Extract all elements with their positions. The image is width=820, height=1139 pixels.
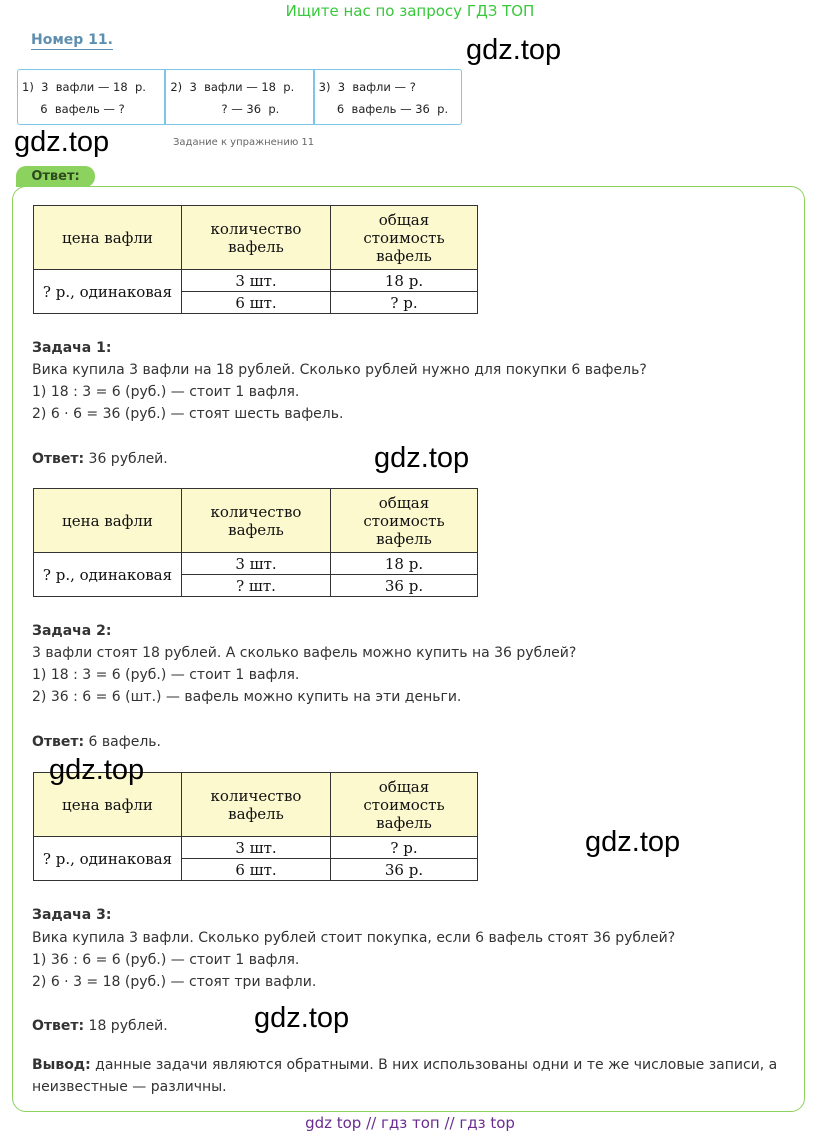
search-banner: Ищите нас по запросу ГДЗ ТОП: [285, 2, 535, 20]
header-quantity: количество вафель: [182, 206, 331, 270]
condition-line: 2) 3 вафли — 18 р.: [170, 80, 295, 94]
watermark: gdz.top: [466, 34, 562, 66]
condition-line: 3) 3 вафли — ?: [318, 80, 416, 94]
watermark: gdz.top: [49, 754, 145, 786]
price-cell: ? р., одинаковая: [34, 553, 182, 597]
solution-step: 2) 6 · 3 = 18 (руб.) — стоят три вафли.: [32, 974, 317, 990]
watermark: gdz.top: [585, 826, 681, 858]
solution-step: 2) 36 : 6 = 6 (шт.) — вафель можно купить на эти деньги.: [32, 689, 462, 705]
condition-2: [166, 70, 314, 124]
figure-caption: Задание к упражнению 11: [173, 137, 315, 148]
quantity-cell: 6 шт.: [182, 859, 331, 881]
quantity-cell: 3 шт.: [182, 553, 331, 575]
problem-table-1: [33, 205, 478, 314]
task-answer: Ответ: 18 рублей.: [32, 1018, 168, 1034]
task-title: Задача 1:: [32, 340, 112, 356]
header-price: цена вафли: [34, 489, 182, 553]
conclusion-line: неизвестные — различны.: [32, 1079, 227, 1095]
watermark: gdz.top: [254, 1002, 350, 1034]
solution-step: 2) 6 · 6 = 36 (руб.) — стоят шесть вафель.: [32, 406, 344, 422]
total-cell: 18 р.: [331, 553, 478, 575]
task-answer: Ответ: 6 вафель.: [32, 734, 161, 750]
watermark: gdz.top: [14, 126, 110, 158]
condition-line: 6 вафель — 36 р.: [318, 102, 449, 116]
answer-tab: Ответ:: [16, 166, 95, 187]
header-total: общая стоимость вафель: [331, 489, 478, 553]
problem-table-3: [33, 772, 478, 881]
task-text: Вика купила 3 вафли. Сколько рублей стоит покупка, если 6 вафель стоят 36 рублей?: [32, 930, 676, 946]
conclusion: Вывод: данные задачи являются обратными. В них использованы одни и те же числовые записи, а: [32, 1057, 778, 1073]
quantity-cell: ? шт.: [182, 575, 331, 597]
quantity-cell: 3 шт.: [182, 270, 331, 292]
task-title: Задача 2:: [32, 623, 112, 639]
condition-line: 1) 3 вафли — 18 р.: [22, 80, 146, 94]
condition-line: 6 вафель — ?: [22, 102, 125, 116]
task-title: Задача 3:: [32, 907, 112, 923]
price-cell: ? р., одинаковая: [34, 270, 182, 314]
header-price: цена вафли: [34, 206, 182, 270]
problem-table-2: [33, 488, 478, 597]
conditions-box: [17, 69, 462, 125]
price-cell: ? р., одинаковая: [34, 837, 182, 881]
solution-step: 1) 36 : 6 = 6 (руб.) — стоит 1 вафля.: [32, 952, 300, 968]
header-total: общая стоимость вафель: [331, 206, 478, 270]
condition-line: ? — 36 р.: [170, 102, 280, 116]
watermark: gdz.top: [374, 442, 470, 474]
total-cell: 36 р.: [331, 575, 478, 597]
task-number-link[interactable]: Номер 11.: [31, 32, 113, 48]
header-quantity: количество вафель: [182, 773, 331, 837]
task-answer: Ответ: 36 рублей.: [32, 451, 168, 467]
header-price: цена вафли: [34, 773, 182, 837]
quantity-cell: 3 шт.: [182, 837, 331, 859]
footer-links[interactable]: gdz top // гдз топ // гдз top: [305, 1114, 515, 1132]
solution-step: 1) 18 : 3 = 6 (руб.) — стоит 1 вафля.: [32, 667, 300, 683]
total-cell: 36 р.: [331, 859, 478, 881]
condition-3: [315, 70, 461, 124]
condition-1: [18, 70, 166, 124]
header-quantity: количество вафель: [182, 489, 331, 553]
total-cell: ? р.: [331, 292, 478, 314]
solution-step: 1) 18 : 3 = 6 (руб.) — стоит 1 вафля.: [32, 384, 300, 400]
total-cell: ? р.: [331, 837, 478, 859]
header-total: общая стоимость вафель: [331, 773, 478, 837]
task-text: 3 вафли стоят 18 рублей. А сколько вафель можно купить на 36 рублей?: [32, 645, 577, 661]
total-cell: 18 р.: [331, 270, 478, 292]
task-text: Вика купила 3 вафли на 18 рублей. Сколько рублей нужно для покупки 6 вафель?: [32, 362, 647, 378]
quantity-cell: 6 шт.: [182, 292, 331, 314]
